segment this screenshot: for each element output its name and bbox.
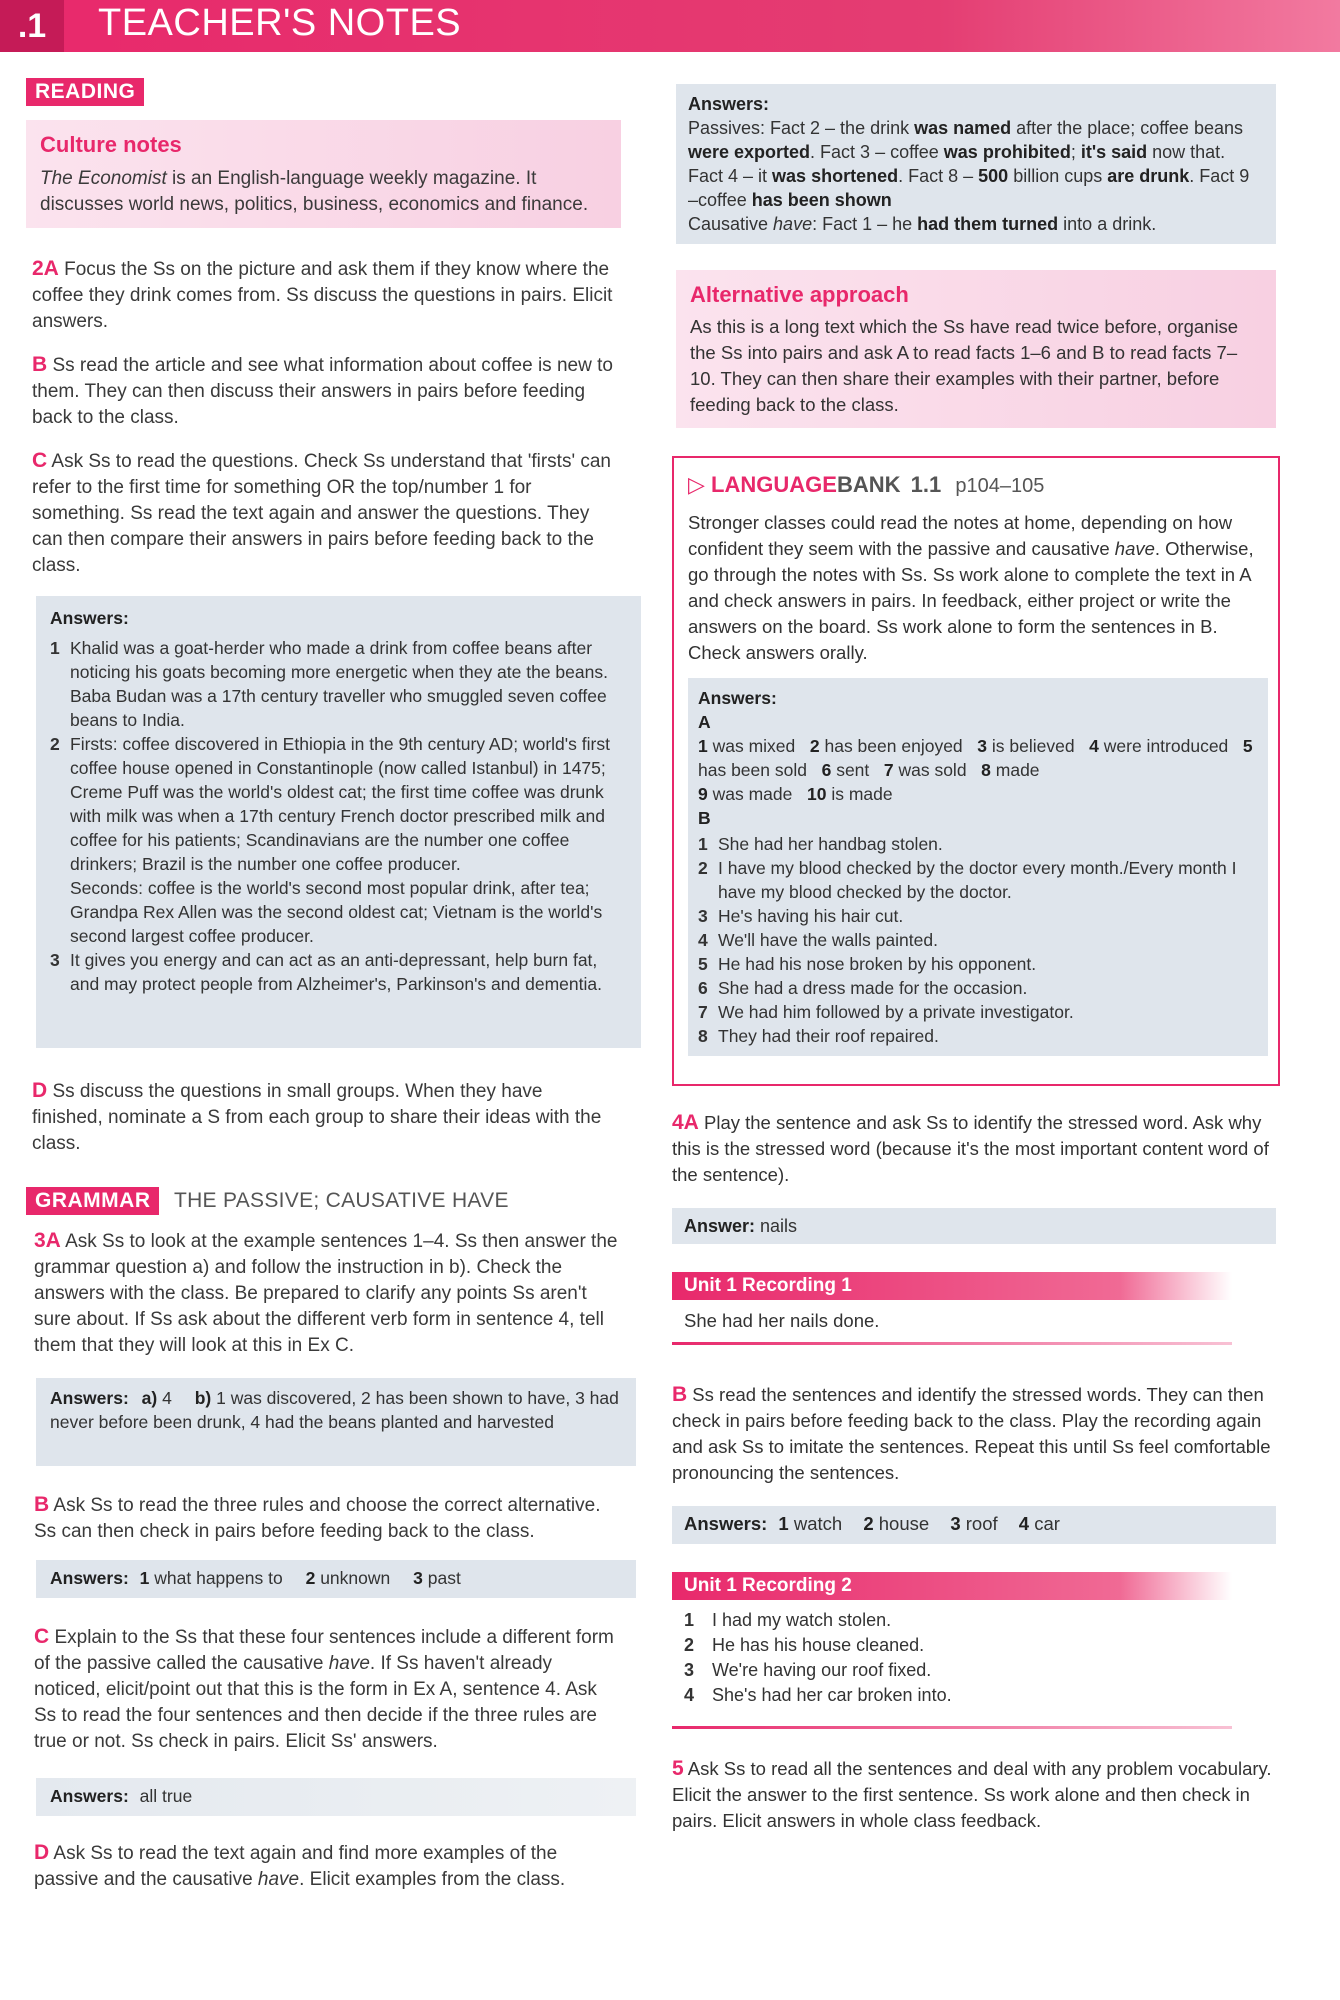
answers-2c-list bbox=[50, 636, 627, 996]
list-item: 2 Firsts: coffee discovered in Ethiopia in the 9th century AD; world's first coffee house opened in Constantinople (now called Istanbul) in 1475; Creme Puff was the world's oldest cat; the first time coffee was drunk with milk was when a 17th century French doctor prescribed milk and coffee for his patients; Scandinavians are the number one coffee drinkers; Brazil is the number one coffee producer. Seconds: coffee is the world's second most popular drink, after tea; Grandpa Rex Allen was the second oldest cat; Vietnam is the world's second largest coffee producer. bbox=[50, 734, 610, 946]
exercise-3a: 3A Ask Ss to look at the example sentences 1–4. Ss then answer the grammar question a) and follow the instruction in b). Check the answers with the class. Be prepared to clarify any points Ss aren't sure about. If Ss ask about the different verb form in sentence 4, tell them that they will look at this in Ex C. bbox=[34, 1229, 618, 1356]
language-bank-a-answers: 1 was mixed 2 has been enjoyed 3 is believed 4 were introduced 5 has been sold 6 sent 7 was sold 8 made 9 was made 10 is made bbox=[698, 736, 1253, 804]
recording-1-text: She had her nails done. bbox=[684, 1310, 880, 1331]
answers-3d-box: Answers: Passives: Fact 2 – the drink was named after the place; coffee beans were exported. Fact 3 – coffee was prohibited; it's said now that. Fact 4 – it was shortened. Fact 8 – 500 billion cups are drunk. Fact 9 –coffee has been shown Causative have: Fact 1 – he had them turned into a drink. bbox=[676, 84, 1276, 244]
culture-notes-text: The Economist is an English-language weekly magazine. It discusses world news, politics, business, economics and finance. bbox=[40, 168, 589, 215]
list-item: 1 I had my watch stolen. bbox=[684, 1610, 892, 1630]
recording-2-title: Unit 1 Recording 2 bbox=[672, 1572, 1232, 1600]
answers-4b-box: Answers: 1 watch 2 house 3 roof 4 car bbox=[672, 1506, 1276, 1544]
answers-2c-box: Answers: 1 Khalid was a goat-herder who made a drink from coffee beans after noticing his goats becoming more energetic when they ate the beans. Baba Budan was a 17th century traveller who smuggled seven coffee beans to India. 2 Firsts: coffee discovered in Ethiopia in the 9th century AD; world's first coffee house opened in Constantinople (now called Istanbul) in 1475; Creme Puff was the world's oldest cat; the first time coffee was drunk with milk was when a 17th century French doctor prescribed milk and coffee for his patients; Scandinavians are the number one coffee drinkers; Brazil is the number one coffee producer. Seconds: coffee is the world's second most popular drink, after tea; Grandpa Rex Allen was the second oldest cat; Vietnam is the world's second largest coffee producer. 3 It gives you energy and can act as an anti-depressant, help burn fat, and may protect people from Alzheimer's, Parkinson's and dementia. bbox=[36, 596, 641, 1048]
unit-number: .1 bbox=[0, 0, 64, 52]
exercise-4b: B Ss read the sentences and identify the stressed words. They can then check in pairs before feeding back to the class. Play the recording again and ask Ss to imitate the sentences. Repeat this until Ss feel comfortable pronouncing the sentences. bbox=[672, 1383, 1271, 1483]
list-item: 3 He's having his hair cut. bbox=[698, 906, 904, 926]
play-arrow-icon: ▷ bbox=[688, 472, 705, 497]
list-item: 3 We're having our roof fixed. bbox=[684, 1660, 932, 1680]
recording-1-title: Unit 1 Recording 1 bbox=[672, 1272, 1232, 1300]
answer-4a-box: Answer: nails bbox=[672, 1208, 1276, 1244]
reading-label: READING bbox=[26, 78, 144, 106]
answers-3a-box: Answers: a) 4 b) 1 was discovered, 2 has been shown to have, 3 had never before been drunk, 4 had the beans planted and harvested bbox=[36, 1378, 636, 1466]
exercise-2b: B Ss read the article and see what information about coffee is new to them. They can then discuss their answers in pairs before feeding back to the class. bbox=[32, 353, 613, 428]
exercise-2a: 2A Focus the Ss on the picture and ask them if they know where the coffee they drink comes from. Ss discuss the questions in pairs. Elicit answers. bbox=[32, 257, 613, 332]
exercise-2c: C Ask Ss to read the questions. Check Ss understand that 'firsts' can refer to the first time for something OR the top/number 1 for something. Ss read the text again and answer the questions. They can then compare their answers in pairs before feeding back to the class. bbox=[32, 449, 612, 576]
list-item: 3 It gives you energy and can act as an anti-depressant, help burn fat, and may protect people from Alzheimer's, Parkinson's and dementia. bbox=[50, 950, 602, 994]
recording-2-list bbox=[672, 1600, 1232, 1720]
list-item: 6 She had a dress made for the occasion. bbox=[698, 978, 1028, 998]
recording-1 bbox=[672, 1272, 1232, 1345]
grammar-heading: GRAMMAR THE PASSIVE; CAUSATIVE HAVE bbox=[26, 1187, 626, 1215]
exercise-2d: D Ss discuss the questions in small groups. When they have finished, nominate a S from each group to share their ideas with the class. bbox=[32, 1079, 602, 1154]
exercise-3c: C Explain to the Ss that these four sentences include a different form of the passive called the causative have. If Ss haven't already noticed, elicit/point out that this is the form in Ex A, sentence 4. Ask Ss to read the four sentences and then decide if the three rules are true or not. Ss check in pairs. Elicit Ss' answers. bbox=[34, 1625, 614, 1752]
list-item: 1 She had her handbag stolen. bbox=[698, 834, 943, 854]
culture-notes-heading: Culture notes bbox=[40, 132, 182, 157]
list-item: 4 She's had her car broken into. bbox=[684, 1685, 952, 1705]
culture-notes-box bbox=[26, 120, 621, 228]
alternative-approach-box bbox=[676, 270, 1276, 428]
recording-2-divider bbox=[672, 1726, 1232, 1729]
list-item: 8 They had their roof repaired. bbox=[698, 1026, 939, 1046]
answers-3b-box: Answers: 1 what happens to 2 unknown 3 past bbox=[36, 1560, 636, 1598]
list-item: 1 Khalid was a goat-herder who made a drink from coffee beans after noticing his goats becoming more energetic when they ate the beans. Baba Budan was a 17th century traveller who smuggled seven coffee beans to India. bbox=[50, 638, 608, 730]
recording-1-divider bbox=[672, 1342, 1232, 1345]
list-item: 5 He had his nose broken by his opponent. bbox=[698, 954, 1037, 974]
language-bank-text: Stronger classes could read the notes at home, depending on how confident they seem with the passive and causative have. Otherwise, go through the notes with Ss. Ss work alone to complete the text in A and check answers in pairs. In feedback, either project or write the answers on the board. Ss work alone to form the sentences in B. Check answers orally. bbox=[688, 512, 1254, 663]
list-item: 4 We'll have the walls painted. bbox=[698, 930, 938, 950]
language-bank-box bbox=[672, 456, 1280, 1086]
alternative-approach-heading: Alternative approach bbox=[690, 282, 909, 307]
recording-2 bbox=[672, 1572, 1232, 1729]
list-item: 2 I have my blood checked by the doctor every month./Every month I have my blood checked by the doctor. bbox=[698, 858, 1237, 902]
exercise-3d: D Ask Ss to read the text again and find more examples of the passive and the causative have. Elicit examples from the class. bbox=[34, 1841, 566, 1890]
answers-3c-box: Answers: all true bbox=[36, 1778, 636, 1816]
page-header bbox=[0, 0, 1340, 52]
list-item: 2 He has his house cleaned. bbox=[684, 1635, 925, 1655]
exercise-5: 5 Ask Ss to read all the sentences and deal with any problem vocabulary. Elicit the answer to the first sentence. Ss work alone and then check in pairs. Elicit answers in whole class feedback. bbox=[672, 1757, 1272, 1831]
list-item: 7 We had him followed by a private investigator. bbox=[698, 1002, 1074, 1022]
page-title: TEACHER'S NOTES bbox=[98, 2, 462, 44]
exercise-3b: B Ask Ss to read the three rules and choose the correct alternative. Ss can then check in pairs before feeding back to the class. bbox=[34, 1493, 601, 1542]
language-bank-answers: Answers: A 1 was mixed 2 has been enjoyed 3 is believed 4 were introduced 5 has been sold 6 sent 7 was sold 8 made 9 was made 10 is made B 1 She had her handbag stolen. 2 I have my blood checked by the doctor every month./Every month I have my blood checked by the doctor. 3 He's having his hair cut. 4 We'll have the walls painted. 5 He had his nose broken by his opponent. 6 She had a dress made for the occasion. 7 We had him followed by a private investigator. 8 They had their roof repaired. bbox=[688, 678, 1268, 1056]
exercise-4a: 4A Play the sentence and ask Ss to identify the stressed word. Ask why this is the stressed word (because it's the most important content word of the sentence). bbox=[672, 1111, 1269, 1185]
alternative-approach-text: As this is a long text which the Ss have read twice before, organise the Ss into pairs and ask A to read facts 1–6 and B to read facts 7–10. They can then share their examples with their partner, before feeding back to the class. bbox=[690, 316, 1239, 415]
language-bank-heading: ▷ LANGUAGEBANK 1.1 p104–105 bbox=[688, 472, 1045, 497]
language-bank-b-answers bbox=[698, 832, 1258, 1048]
